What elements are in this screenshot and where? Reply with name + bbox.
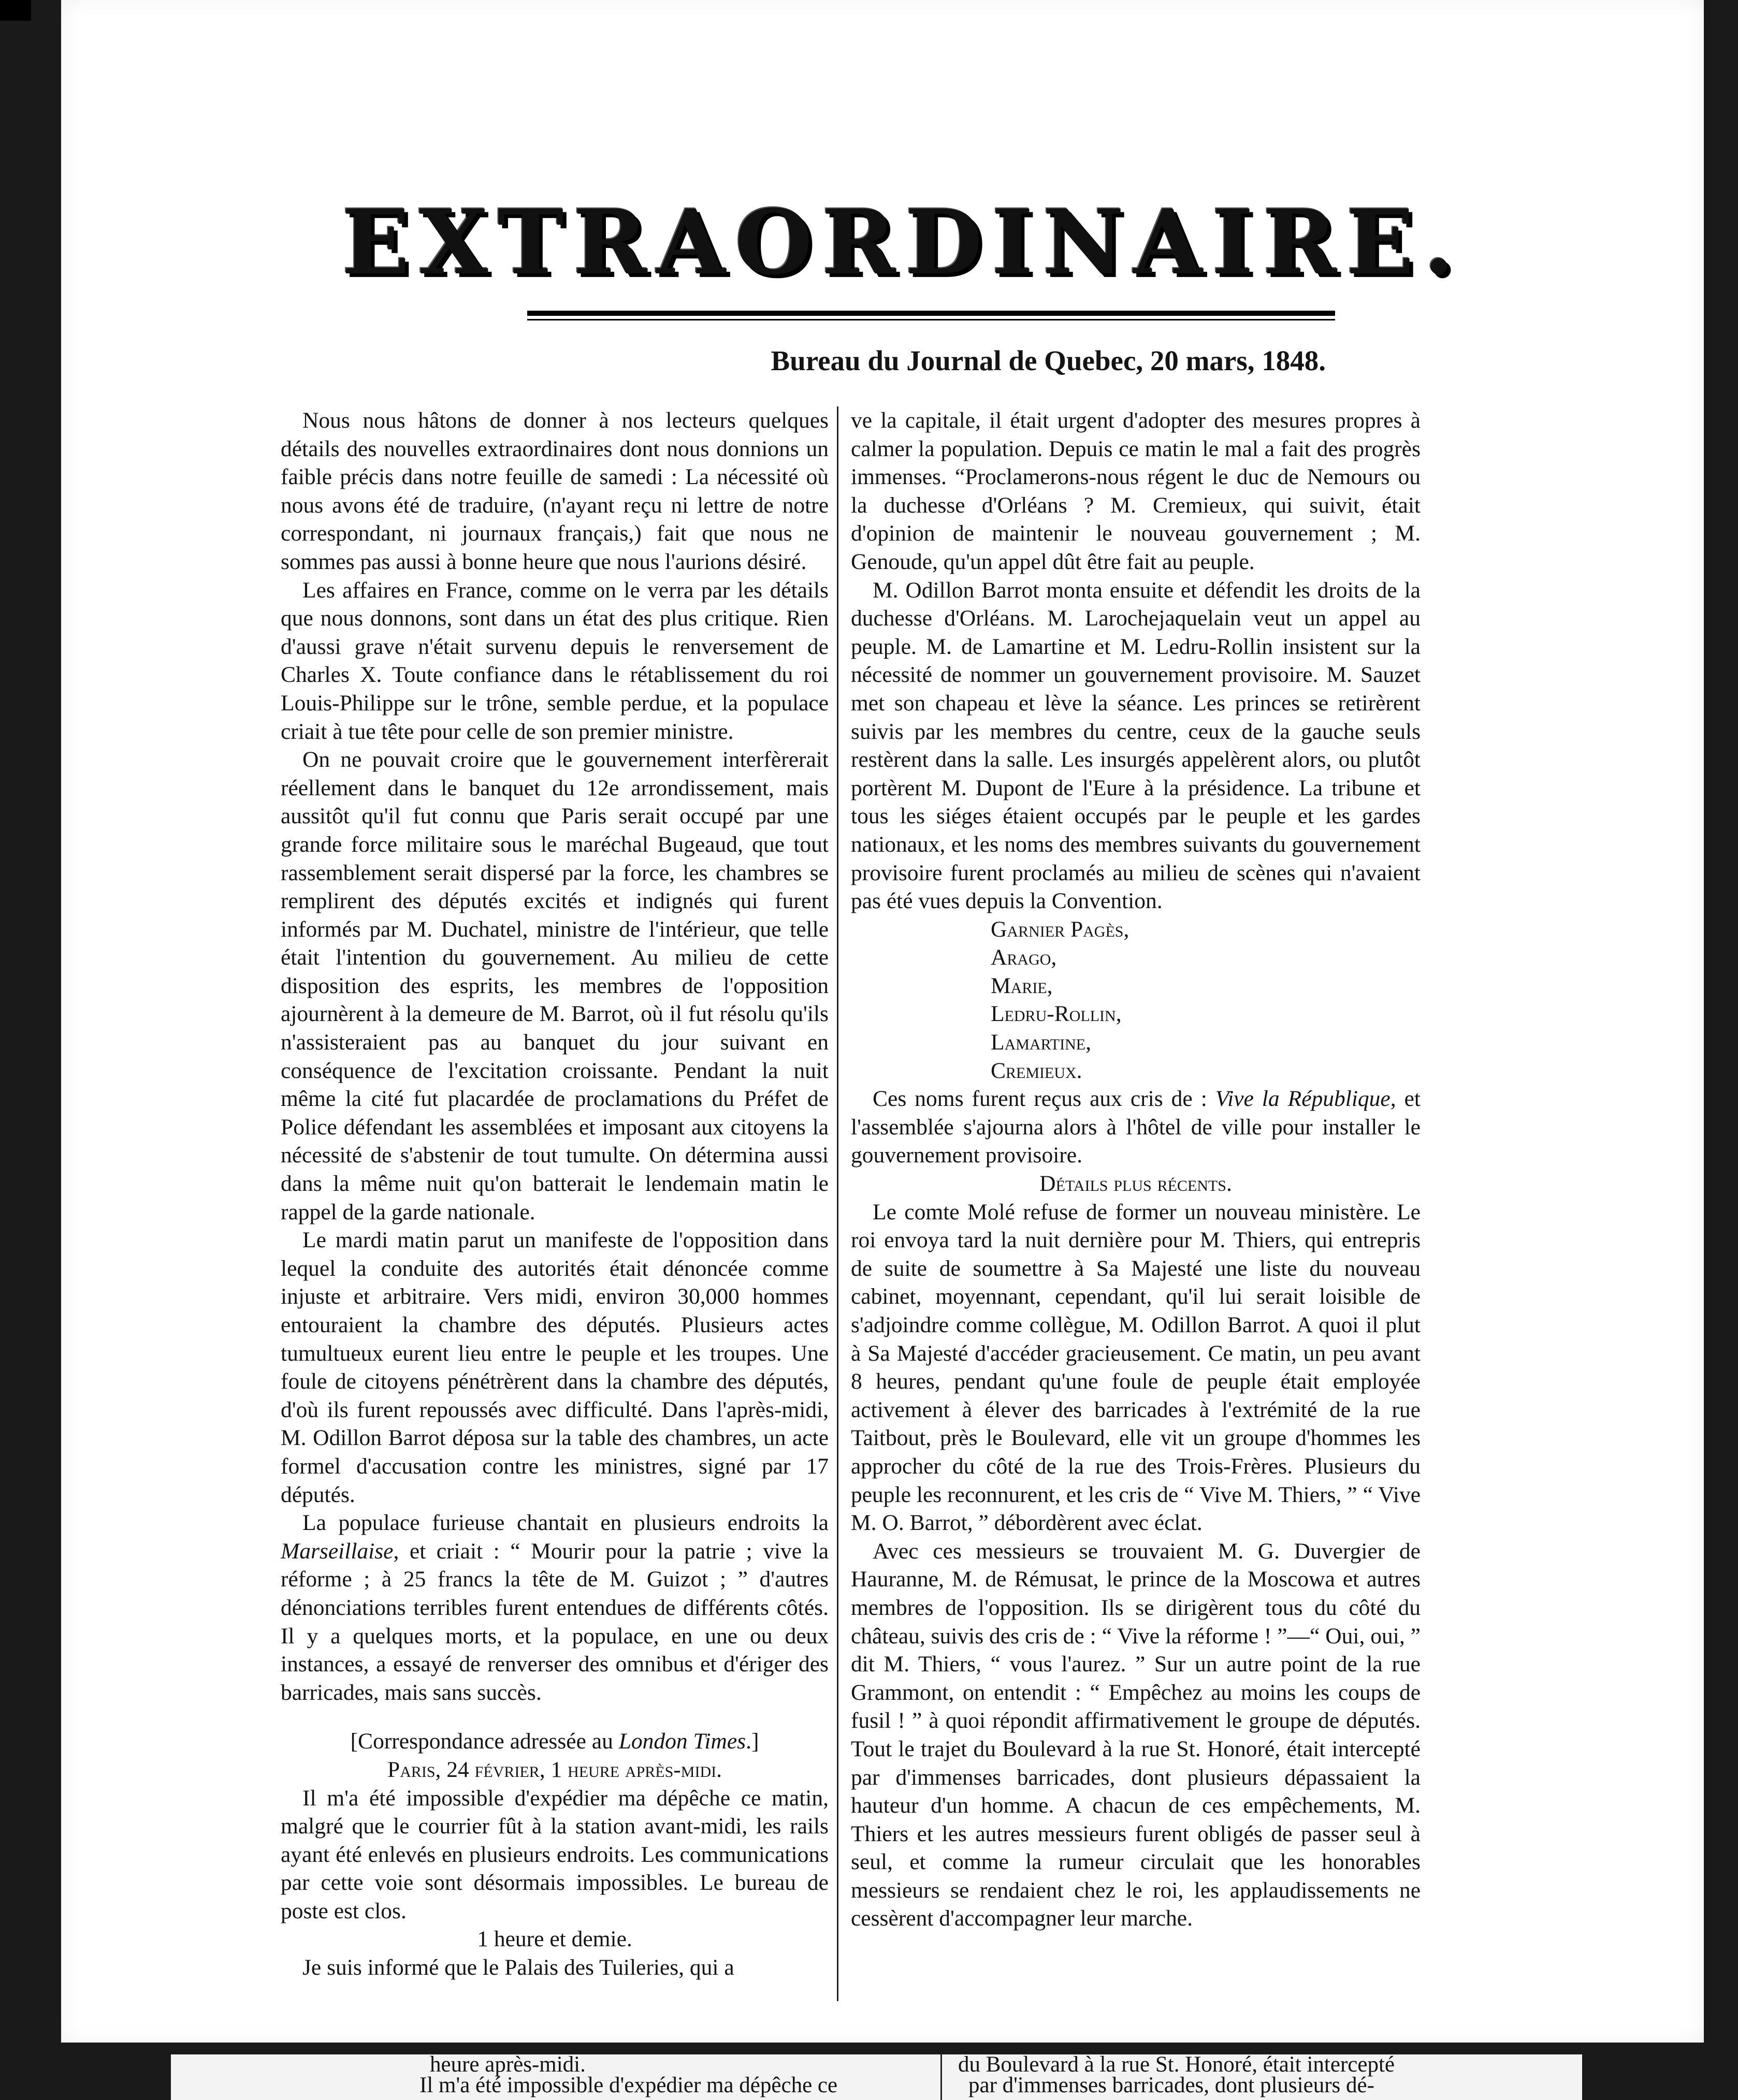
dateline: Bureau du Journal de Quebec, 20 mars, 1848. — [771, 345, 1326, 376]
right-paragraph-3-a: Ces noms furent reçus aux cris de : — [873, 1086, 1215, 1112]
masthead-rule-thin — [527, 319, 1335, 320]
left-paragraph-5-a: La populace furieuse chantait en plusieurs endroits la — [302, 1510, 829, 1536]
right-column — [851, 406, 1421, 1986]
column-divider — [837, 406, 838, 2001]
left-paragraph-4: Le mardi matin parut un manifeste de l'opposition dans lequel la conduite des autorités était dénoncée comme injuste et arbitraire. Vers midi, environ 30,000 hommes entouraient la chambre des députés. Plusieurs actes tumultueux eurent lieu entre le peuple et les troupes. Une foule de citoyens pénétrèrent dans la chambre des députés, d'où ils furent repoussés avec difficulté. Dans l'après-midi, M. Odillon Barrot déposa sur la table des chambres, un acte formel d'accusation contre les ministres, signé par 17 députés. — [281, 1228, 829, 1507]
strip-left-bottom: Il m'a été impossible d'expédier ma dépêche ce — [419, 2073, 838, 2097]
spacer — [281, 1707, 829, 1727]
subhead-details: Détails plus récents. — [1039, 1171, 1232, 1197]
right-paragraph-1: ve la capitale, il était urgent d'adopter des mesures propres à calmer la population. Depuis ce matin le mal a fait des progrès immenses. “Proclamerons-nous régent le duc de Nemours ou la duchesse d'Orléans ? M. Cremieux, qui suivit, était d'opinion de maintenir le nouveau gouvernement ; M. Genoude, qu'un appel dût être fait au peuple. — [851, 408, 1421, 574]
right-paragraph-3 — [851, 1085, 1421, 1170]
government-names — [851, 915, 1421, 1085]
vive-republique-italic: Vive la République — [1215, 1086, 1391, 1112]
time-line: 1 heure et demie. — [477, 1927, 632, 1952]
name-item: Garnier Pagès, — [991, 916, 1129, 942]
left-paragraph-1: Nous nous hâtons de donner à nos lecteurs quelques détails des nouvelles extraordinaires dont nous donnions un faible précis dans notre feuille de samedi : La nécessité où nous avons été de traduire, (n'ayant reçu ni lettre de notre correspondant, ni journaux français,) fait que nous ne sommes pas aussi à bonne heure que nous l'aurions désiré. — [281, 408, 829, 574]
left-column — [281, 406, 829, 2006]
corr-b: .] — [746, 1729, 759, 1754]
correspondence-line — [281, 1727, 829, 1756]
corner-mark — [0, 0, 31, 21]
right-paragraph-4: Le comte Molé refuse de former un nouveau ministère. Le roi envoya tard la nuit dernière pour M. Thiers, qui entrepris de suite de soumettre à Sa Majesté une liste du nouveau cabinet, moyennant, cependant, qu'il lui serait loisible de s'adjoindre comme collègue, M. Odillon Barrot. A quoi il plut à Sa Majesté d'accéder gracieusement. Ce matin, un peu avant 8 heures, pendant qu'une foule de peuple était employée activement à élever des barricades à l'extrémité de la rue Taitbout, près le Boulevard, elle vit un groupe d'hommes les approcher du côté de la rue des Trois-Frères. Plusieurs du peuple les reconnurent, et les cris de “ Vive M. Thiers, ” “ Vive M. O. Barrot, ” débordèrent avec éclat. — [851, 1199, 1421, 1536]
name-item: Cremieux. — [991, 1058, 1082, 1083]
left-paragraph-2: Les affaires en France, comme on le verra par les détails que nous donnons, sont dans un état des plus critique. Rien d'aussi grave n'était survenu depuis le renversement de Charles X. Toute confiance dans le rétablissement du roi Louis-Philippe sur le trône, semble perdue, et la populace criait à tue tête pour celle de son premier ministre. — [281, 577, 829, 744]
london-times-italic: London Times — [618, 1729, 746, 1754]
masthead-rule-thick — [527, 311, 1335, 316]
name-item: Lamartine, — [991, 1030, 1091, 1055]
right-paragraph-5: Avec ces messieurs se trouvaient M. G. Duvergier de Hauranne, M. de Rémusat, le prince de la Moscowa et autres membres de l'opposition. Ils se dirigèrent tous du côté du château, suivis des cris de : “ Vive la réforme ! ”—“ Oui, oui, ” dit M. Thiers, “ vous l'aurez. ” Sur un autre point de la rue Grammont, on entendit : “ Empêchez au moins les coups de fusil ! ” à quoi répondit affirmativement le groupe de députés. Tout le trajet du Boulevard à la rue St. Honoré, était intercepté par d'immenses barricades, dont plusieurs dépassaient la hauteur d'un homme. A chacun de ces empêchements, M. Thiers et les autres messieurs furent obligés de passer seul à seul, et comme la rumeur circulait que les honorables messieurs se rendaient chez le roi, les applaudissements ne cessèrent d'accompagner leur marche. — [851, 1538, 1421, 1931]
masthead-title: EXTRAORDINAIRE. — [342, 189, 1464, 295]
strip-right-bottom: par d'immenses barricades, dont plusieurs dé- — [968, 2073, 1374, 2097]
strip-divider — [940, 2054, 942, 2100]
left-paragraph-3: On ne pouvait croire que le gouvernement interfèrerait réellement dans le banquet du 12e arrondissement, mais aussitôt qu'il fut connu que Paris serait occupé par une grande force militaire sous le maréchal Bugeaud, que tout rassemblement serait dispersé par la force, les chambres se remplirent des députés excités et indignés qui furent informés par M. Duchatel, ministre de l'intérieur, que telle était l'intention du gouvernement. Au milieu de cette disposition des esprits, les membres de l'opposition ajournèrent à la demeure de M. Barrot, où il fut résolu qu'ils n'assisteraient pas au banquet du jour suivant en conséquence de l'excitation croissante. Pendant la nuit même la cité fut placardée de proclamations du Préfet de Police défendant les assemblées et imposant aux citoyens la nécessité de s'abstenir de tout tumulte. On détermina aussi dans la même nuit qu'on batterait le lendemain matin le rappel de la garde nationale. — [281, 747, 829, 1224]
left-paragraph-5 — [281, 1509, 829, 1707]
strip-right-top: du Boulevard à la rue St. Honoré, était intercepté — [958, 2054, 1395, 2077]
name-item: Ledru-Rollin, — [991, 1001, 1122, 1027]
right-paragraph-3-b: , et l'assemblée s'ajourna alors à l'hôtel de ville pour installer le gouvernement provisoire. — [851, 1086, 1421, 1168]
marseillaise-italic: Marseillaise — [281, 1538, 394, 1564]
bottom-overlap-strip — [171, 2054, 1582, 2100]
strip-left-top: heure après-midi. — [430, 2054, 586, 2077]
left-paragraph-6: Il m'a été impossible d'expédier ma dépêche ce matin, malgré que le courrier fût à la station avant-midi, les rails ayant été enlevés en plusieurs endroits. Les communications par cette voie sont désormais impossibles. Le bureau de poste est clos. — [281, 1785, 829, 1923]
left-paragraph-5-b: , et criait : “ Mourir pour la patrie ; vive la réforme ; à 25 francs la tête de M. Guizot ; ” d'autres dénonciations terribles furent entendues de différents côtés. Il y a quelques morts, et la populace, en une ou deux instances, a essayé de renverser des omnibus et d'ériger des barricades, mais sans succès. — [281, 1538, 829, 1705]
right-paragraph-2: M. Odillon Barrot monta ensuite et défendit les droits de la duchesse d'Orléans. M. Larochejaquelain veut un appel au peuple. M. de Lamartine et M. Ledru-Rollin insistent sur la nécessité de nommer un gouvernement provisoire. M. Sauzet met son chapeau et lève la séance. Les princes se retirèrent suivis par les membres du centre, ceux de la gauche seuls restèrent dans la salle. Les insurgés appelèrent alors, ou plutôt portèrent M. Dupont de l'Eure à la présidence. La tribune et tous les siéges étaient occupés par le peuple et les gardes nationaux, et les noms des membres suivants du gouvernement provisoire furent proclamés au milieu de scènes qui n'avaient pas été vues depuis la Convention. — [851, 577, 1421, 914]
left-paragraph-7: Je suis informé que le Palais des Tuileries, qui a — [302, 1955, 734, 1980]
name-item: Arago, — [991, 945, 1057, 970]
paris-dateline: Paris, 24 février, 1 heure après-midi. — [387, 1757, 722, 1782]
corr-a: [Correspondance adressée au — [350, 1729, 619, 1754]
name-item: Marie, — [991, 973, 1053, 998]
